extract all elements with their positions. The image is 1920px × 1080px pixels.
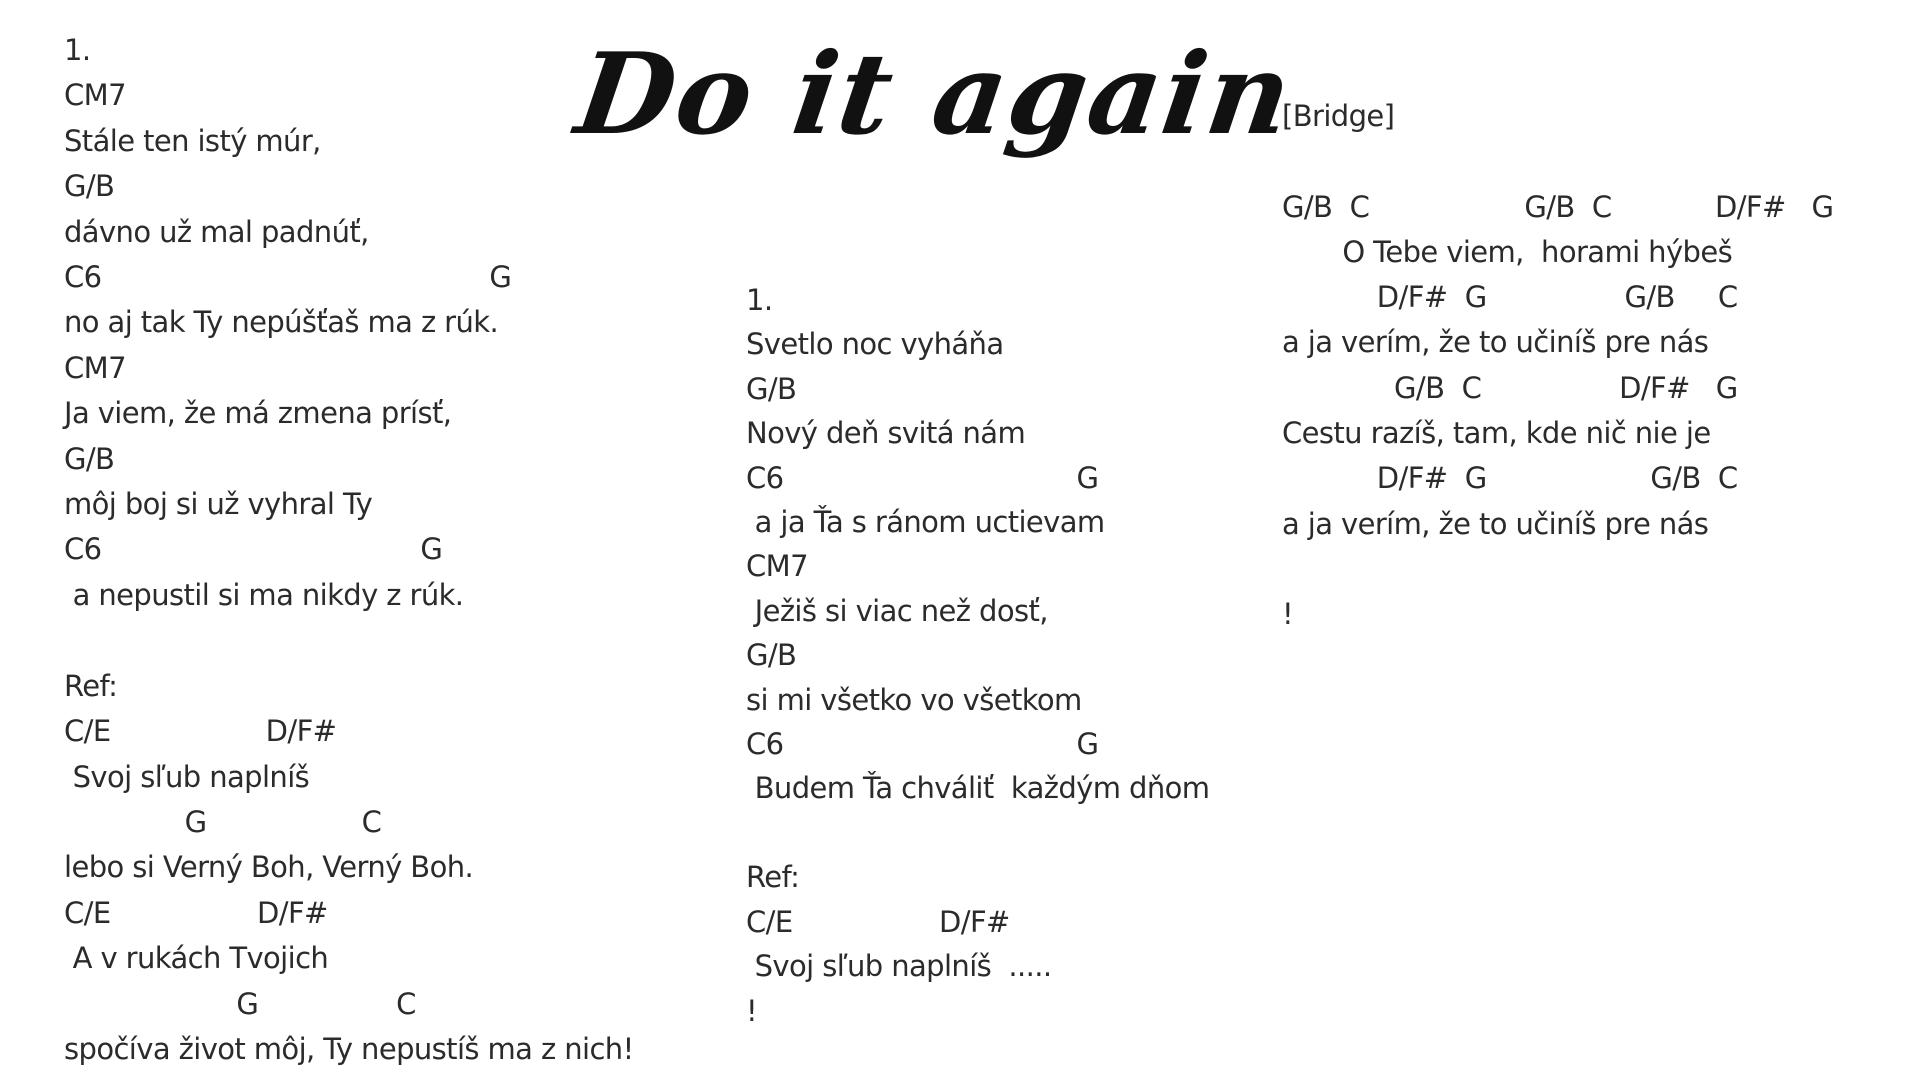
verse-column-left: 1. CM7 Stále ten istý múr, G/B dávno už mal padnúť, C6 G no aj tak Ty nepúšťaš ma z rúk. CM7 Ja viem, že má zmena prísť, G/B môj boj si už vyhral Ty C6 G a nepustil si ma nikdy z rúk. Ref: C/E D/F# Svoj sľub naplníš G C lebo si Verný Boh, Verný Boh. C/E D/F# A v rukách Tvojich G C spočíva život môj, Ty nepustíš ma z nich! xyxy=(64,33,634,1066)
bridge-column-right: [Bridge] G/B C G/B C D/F# G O Tebe viem, horami hýbeš D/F# G G/B C a ja verím, že to učiníš pre nás G/B C D/F# G Cestu razíš, tam, kde nič nie je D/F# G G/B C a ja verím, že to učiníš pre nás ! xyxy=(1282,99,1834,632)
song-title: Do it again xyxy=(568,29,1301,160)
verse-column-middle: 1. Svetlo noc vyháňa G/B Nový deň svitá nám C6 G a ja Ťa s ránom uctievam CM7 Ježiš si viac než dosť, G/B si mi všetko vo všetkom C6 G Budem Ťa chváliť každým dňom Ref: C/E D/F# Svoj sľub naplníš ..... ! xyxy=(746,283,1210,1028)
